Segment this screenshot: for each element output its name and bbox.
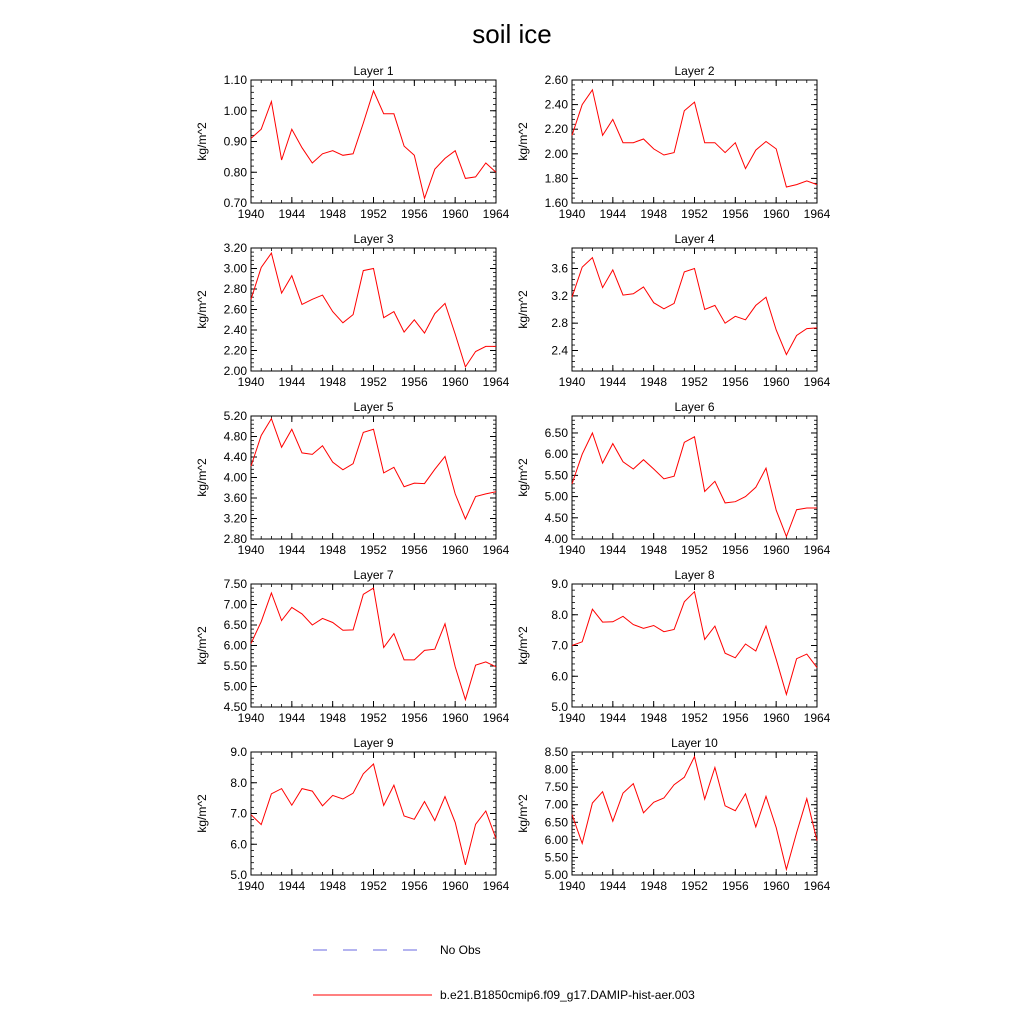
y-tick-label: 5.00 <box>544 868 568 882</box>
panel-layer-5 <box>195 400 510 557</box>
y-tick-label: 6.00 <box>544 447 568 462</box>
x-tick-label: 1956 <box>721 375 749 389</box>
y-tick-label: 2.00 <box>544 146 568 161</box>
y-tick-label: 2.4 <box>551 343 568 358</box>
x-tick-label: 1944 <box>278 879 306 893</box>
legend-label-no-obs: No Obs <box>440 943 481 957</box>
legend <box>313 943 695 1002</box>
y-axis-label: kg/m^2 <box>516 458 530 497</box>
x-tick-label: 1960 <box>441 375 469 389</box>
plot-frame <box>572 752 817 875</box>
series-line <box>251 91 496 199</box>
y-axis-label: kg/m^2 <box>195 794 209 833</box>
panel-title: Layer 5 <box>353 400 394 414</box>
x-tick-label: 1940 <box>558 207 586 221</box>
x-tick-label: 1964 <box>803 543 831 557</box>
x-tick-label: 1964 <box>803 207 831 221</box>
y-tick-label: 0.70 <box>223 196 247 210</box>
y-tick-label: 3.60 <box>223 491 247 505</box>
x-tick-label: 1944 <box>278 375 306 389</box>
plot-frame <box>572 80 817 203</box>
y-axis-label: kg/m^2 <box>516 122 530 161</box>
x-tick-label: 1952 <box>681 711 708 725</box>
y-tick-label: 7.00 <box>223 597 247 612</box>
y-tick-label: 2.40 <box>223 323 247 337</box>
x-tick-label: 1948 <box>640 543 668 557</box>
panel-title: Layer 10 <box>671 736 718 750</box>
x-tick-label: 1960 <box>762 375 790 389</box>
y-tick-label: 3.00 <box>223 261 247 276</box>
y-tick-label: 0.90 <box>223 134 247 149</box>
x-tick-label: 1948 <box>319 207 347 221</box>
x-tick-label: 1960 <box>441 543 469 557</box>
y-tick-label: 2.8 <box>551 316 568 331</box>
y-tick-label: 3.20 <box>223 241 247 255</box>
y-axis-label: kg/m^2 <box>195 626 209 665</box>
y-tick-label: 1.60 <box>544 196 568 210</box>
x-tick-label: 1956 <box>721 711 749 725</box>
series-line <box>572 433 817 537</box>
y-axis-label: kg/m^2 <box>195 290 209 329</box>
series-line <box>572 592 817 695</box>
x-tick-label: 1964 <box>482 879 510 893</box>
series-line <box>572 757 817 870</box>
y-tick-label: 5.50 <box>223 659 247 673</box>
x-tick-label: 1952 <box>360 879 387 893</box>
x-tick-label: 1964 <box>803 375 831 389</box>
series-line <box>572 258 817 355</box>
y-tick-label: 2.40 <box>544 97 568 112</box>
panel-title: Layer 3 <box>353 232 394 246</box>
panel-layer-4 <box>516 232 831 389</box>
y-tick-label: 3.20 <box>223 511 247 526</box>
x-tick-label: 1960 <box>762 879 790 893</box>
x-tick-label: 1944 <box>278 207 306 221</box>
y-tick-label: 7.50 <box>223 577 247 591</box>
x-tick-label: 1952 <box>681 375 708 389</box>
x-tick-label: 1952 <box>360 207 387 221</box>
x-tick-label: 1960 <box>762 207 790 221</box>
plot-frame <box>251 584 496 707</box>
y-tick-label: 4.50 <box>223 700 247 714</box>
x-tick-label: 1944 <box>278 711 306 725</box>
y-tick-label: 9.0 <box>551 577 568 591</box>
y-tick-label: 7.0 <box>551 638 568 653</box>
x-tick-label: 1964 <box>803 711 831 725</box>
x-tick-label: 1952 <box>360 543 387 557</box>
panel-layer-8 <box>516 568 831 725</box>
figure-title: soil ice <box>472 19 552 49</box>
y-tick-label: 6.0 <box>230 837 247 852</box>
y-tick-label: 6.50 <box>544 425 568 440</box>
y-tick-label: 4.00 <box>223 470 247 485</box>
y-tick-label: 5.50 <box>544 850 568 865</box>
x-tick-label: 1956 <box>400 375 428 389</box>
x-tick-label: 1944 <box>599 375 627 389</box>
x-tick-label: 1940 <box>558 543 586 557</box>
x-tick-label: 1944 <box>599 543 627 557</box>
x-tick-label: 1960 <box>441 711 469 725</box>
panel-title: Layer 1 <box>353 64 394 78</box>
x-tick-label: 1952 <box>681 207 708 221</box>
y-tick-label: 3.2 <box>551 288 568 303</box>
y-tick-label: 5.50 <box>544 468 568 483</box>
panels <box>195 64 831 893</box>
x-tick-label: 1964 <box>482 375 510 389</box>
x-tick-label: 1964 <box>482 711 510 725</box>
x-tick-label: 1948 <box>640 375 668 389</box>
y-tick-label: 4.40 <box>223 450 247 464</box>
x-tick-label: 1944 <box>599 879 627 893</box>
panel-title: Layer 4 <box>674 232 715 246</box>
x-tick-label: 1940 <box>558 879 586 893</box>
x-tick-label: 1948 <box>319 543 347 557</box>
series-line <box>251 764 496 865</box>
y-tick-label: 7.00 <box>544 797 568 812</box>
x-tick-label: 1940 <box>237 543 265 557</box>
y-axis-label: kg/m^2 <box>516 794 530 833</box>
y-tick-label: 8.50 <box>544 745 568 759</box>
y-axis-label: kg/m^2 <box>195 458 209 497</box>
x-tick-label: 1964 <box>482 543 510 557</box>
y-tick-label: 2.00 <box>223 364 247 378</box>
panel-title: Layer 7 <box>353 568 394 582</box>
y-tick-label: 9.0 <box>230 745 247 759</box>
x-tick-label: 1960 <box>441 879 469 893</box>
x-tick-label: 1956 <box>400 543 428 557</box>
x-tick-label: 1940 <box>558 711 586 725</box>
y-tick-label: 6.0 <box>551 669 568 684</box>
x-tick-label: 1964 <box>803 879 831 893</box>
x-tick-label: 1956 <box>721 879 749 893</box>
x-tick-label: 1940 <box>237 375 265 389</box>
y-tick-label: 7.0 <box>230 806 247 821</box>
y-tick-label: 6.00 <box>223 638 247 653</box>
x-tick-label: 1960 <box>762 711 790 725</box>
panel-layer-9 <box>195 736 510 893</box>
y-tick-label: 8.00 <box>544 762 568 777</box>
x-tick-label: 1940 <box>237 879 265 893</box>
y-tick-label: 5.00 <box>223 679 247 694</box>
legend-label-model: b.e21.B1850cmip6.f09_g17.DAMIP-hist-aer.003 <box>440 988 695 1002</box>
y-tick-label: 8.0 <box>230 775 247 790</box>
plot-frame <box>251 416 496 539</box>
panel-title: Layer 9 <box>353 736 394 750</box>
x-tick-label: 1948 <box>319 879 347 893</box>
x-tick-label: 1956 <box>400 711 428 725</box>
x-tick-label: 1948 <box>640 879 668 893</box>
y-tick-label: 4.00 <box>544 532 568 546</box>
y-tick-label: 1.10 <box>223 73 247 87</box>
y-tick-label: 6.50 <box>223 618 247 632</box>
y-tick-label: 1.80 <box>544 171 568 186</box>
y-tick-label: 2.60 <box>223 302 247 317</box>
y-tick-label: 2.80 <box>223 532 247 546</box>
plot-frame <box>572 584 817 707</box>
x-tick-label: 1952 <box>360 375 387 389</box>
y-tick-label: 8.0 <box>551 607 568 622</box>
plot-frame <box>572 248 817 371</box>
y-tick-label: 5.00 <box>544 489 568 504</box>
y-tick-label: 2.60 <box>544 73 568 87</box>
panel-title: Layer 6 <box>674 400 715 414</box>
x-tick-label: 1940 <box>237 207 265 221</box>
series-line <box>251 253 496 367</box>
y-tick-label: 7.50 <box>544 780 568 795</box>
y-tick-label: 2.20 <box>544 122 568 137</box>
x-tick-label: 1940 <box>237 711 265 725</box>
y-tick-label: 4.50 <box>544 510 568 525</box>
series-line <box>572 90 817 187</box>
y-axis-label: kg/m^2 <box>516 290 530 329</box>
x-tick-label: 1944 <box>599 711 627 725</box>
x-tick-label: 1960 <box>441 207 469 221</box>
panel-layer-2 <box>516 64 831 221</box>
x-tick-label: 1964 <box>482 207 510 221</box>
y-tick-label: 6.50 <box>544 815 568 830</box>
y-axis-label: kg/m^2 <box>516 626 530 665</box>
panel-layer-1 <box>195 64 510 221</box>
panel-layer-3 <box>195 232 510 389</box>
x-tick-label: 1956 <box>721 543 749 557</box>
y-tick-label: 2.20 <box>223 343 247 358</box>
x-tick-label: 1952 <box>681 543 708 557</box>
x-tick-label: 1948 <box>319 711 347 725</box>
y-tick-label: 6.00 <box>544 832 568 847</box>
x-tick-label: 1940 <box>558 375 586 389</box>
y-tick-label: 1.00 <box>223 103 247 118</box>
x-tick-label: 1944 <box>599 207 627 221</box>
y-tick-label: 4.80 <box>223 429 247 444</box>
x-tick-label: 1952 <box>360 711 387 725</box>
x-tick-label: 1944 <box>278 543 306 557</box>
y-axis-label: kg/m^2 <box>195 122 209 161</box>
x-tick-label: 1952 <box>681 879 708 893</box>
plot-frame <box>251 248 496 371</box>
panel-layer-6 <box>516 400 831 557</box>
x-tick-label: 1956 <box>400 207 428 221</box>
panel-layer-7 <box>195 568 510 725</box>
y-tick-label: 0.80 <box>223 165 247 180</box>
panel-title: Layer 8 <box>674 568 715 582</box>
x-tick-label: 1948 <box>319 375 347 389</box>
x-tick-label: 1960 <box>762 543 790 557</box>
panel-layer-10 <box>516 736 831 893</box>
y-tick-label: 5.20 <box>223 409 247 423</box>
x-tick-label: 1948 <box>640 711 668 725</box>
x-tick-label: 1956 <box>721 207 749 221</box>
series-line <box>251 588 496 700</box>
y-tick-label: 3.6 <box>551 261 568 276</box>
panel-title: Layer 2 <box>674 64 715 78</box>
y-tick-label: 5.0 <box>230 868 247 882</box>
y-tick-label: 2.80 <box>223 282 247 296</box>
y-tick-label: 5.0 <box>551 700 568 714</box>
series-line <box>251 419 496 519</box>
x-tick-label: 1956 <box>400 879 428 893</box>
plot-frame <box>251 752 496 875</box>
x-tick-label: 1948 <box>640 207 668 221</box>
